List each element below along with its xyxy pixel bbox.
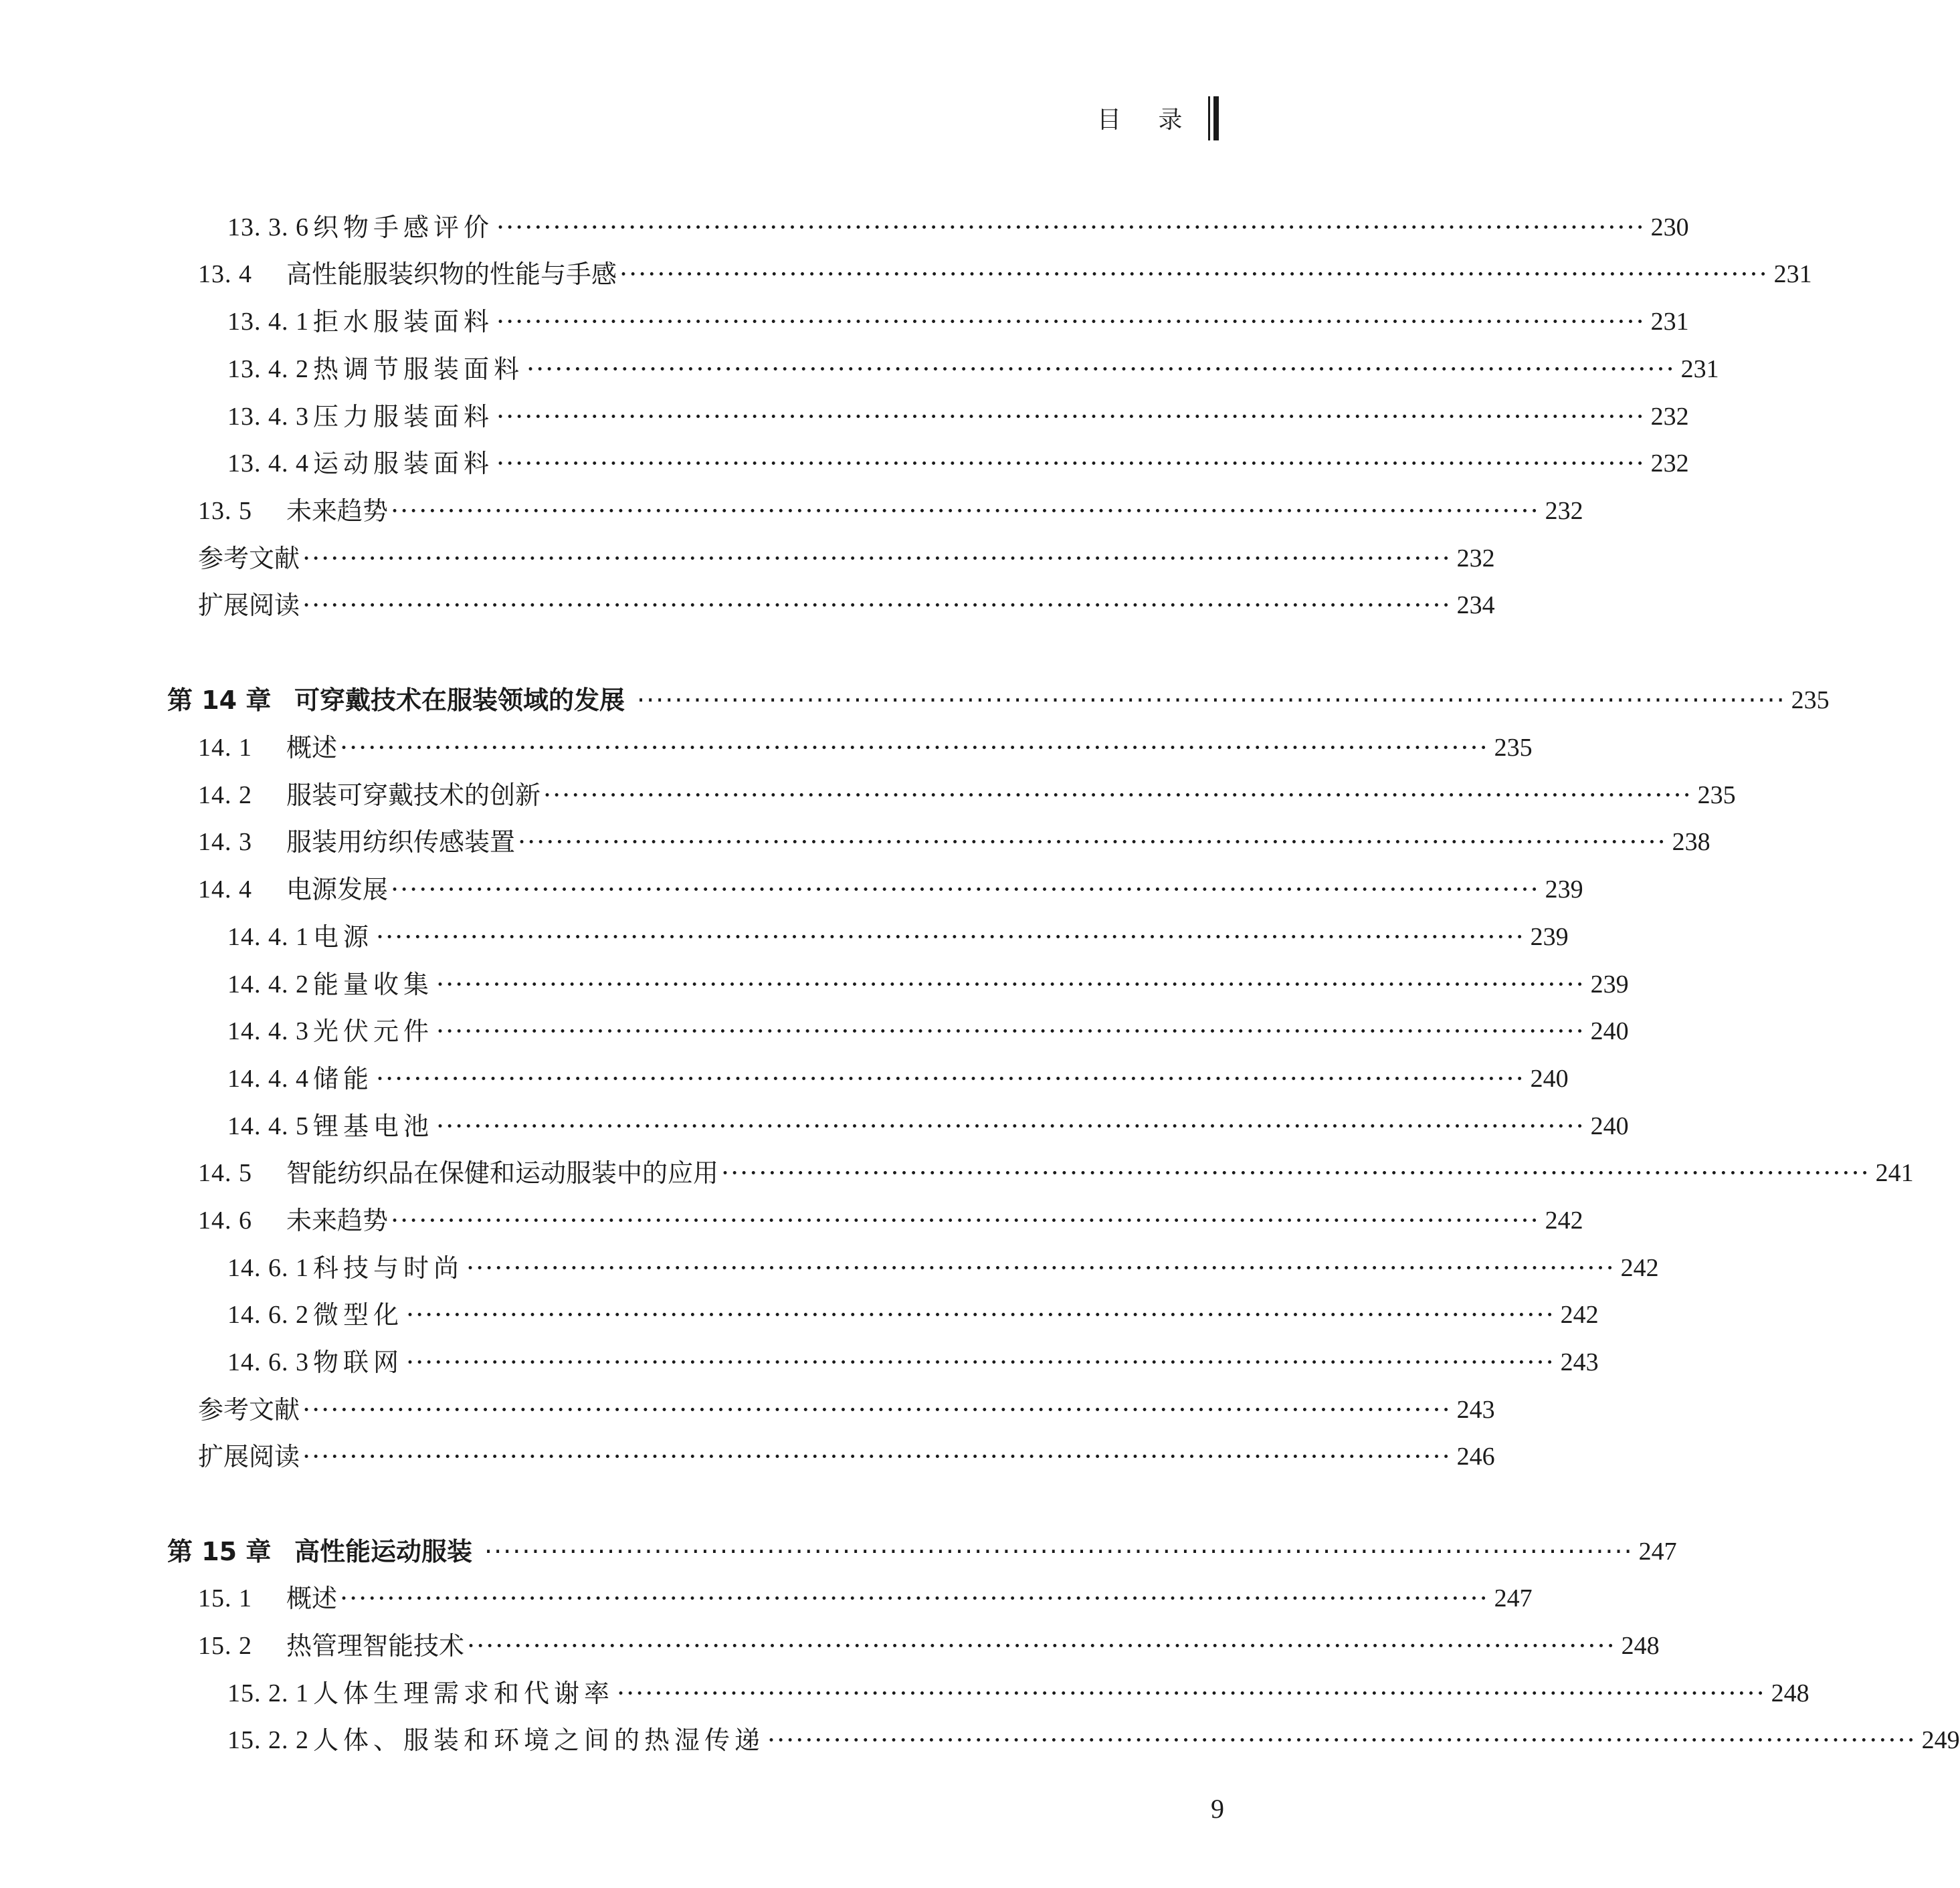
toc-entry-page: 231 [1650,308,1689,336]
toc-entry-number: 13. 3. 6 [227,213,309,241]
toc-dot-leader: ·························································································································· [767,1725,1917,1755]
toc-dot-leader: ·························································································································· [340,1584,1489,1613]
toc-entry-page: 248 [1771,1679,1809,1707]
toc-dot-leader: ·························································································································· [496,402,1646,431]
toc-entry-title: 光伏元件 [313,1017,434,1046]
toc-entry-title: 锂基电池 [313,1112,434,1141]
toc-entry-page: 247 [1494,1584,1533,1612]
toc-dot-leader: ·························································································································· [406,1300,1555,1330]
toc-entry-page: 247 [1638,1538,1677,1566]
toc-entry-page: 242 [1560,1301,1599,1329]
toc-dot-leader: ·························································································································· [391,875,1540,904]
toc-entry-title: 能量收集 [313,970,434,999]
toc-entry-page: 230 [1650,213,1689,241]
toc-entry-page: 240 [1590,1112,1629,1140]
toc-entry-references[interactable] [198,541,1495,576]
toc-dot-leader: ·························································································································· [637,686,1786,715]
toc-entry[interactable] [227,1109,1629,1144]
toc-entry-title: 运动服装面料 [313,449,494,478]
toc-entry-title: 织物手感评价 [313,213,494,242]
toc-entry[interactable] [227,446,1689,481]
toc-entry[interactable] [227,1723,1960,1758]
toc-entry-title: 压力服装面料 [313,402,494,431]
toc-dot-leader: ·························································································································· [496,213,1646,242]
toc-entry[interactable] [227,1676,1809,1711]
toc-dot-leader: ·························································································································· [619,259,1769,289]
toc-entry-number: 15. 1 [198,1584,252,1612]
toc-entry-number: 14. 6. 3 [227,1348,309,1376]
toc-entry-title: 参考文献 [198,1395,300,1425]
toc-entry-title: 人体、服装和环境之间的热湿传递 [313,1725,765,1755]
toc-entry-page: 248 [1621,1632,1660,1660]
toc-entry-number: 14. 2 [198,781,252,809]
toc-chapter-number: 第 15 章 [167,1537,272,1566]
toc-entry-title: 高性能服装织物的性能与手感 [286,259,617,289]
toc-entry-number: 13. 4. 4 [227,449,309,478]
toc-entry-title: 人体生理需求和代谢率 [313,1679,615,1708]
toc-entry-title: 参考文献 [198,544,300,573]
toc-entry-title: 服装可穿戴技术的创新 [286,780,541,810]
toc-entry-title: 扩展阅读 [198,591,300,620]
toc-entry-number: 14. 3 [198,828,252,856]
toc-dot-leader: ·························································································································· [302,591,1452,620]
toc-entry-further-reading[interactable] [198,588,1495,623]
toc-entry-title: 扩展阅读 [198,1442,300,1471]
toc-entry[interactable] [198,778,1736,813]
toc-dot-leader: ·························································································································· [302,1442,1452,1471]
toc-entry-number: 14. 5 [198,1159,252,1187]
toc-entry[interactable] [227,352,1719,387]
toc-entry-page: 239 [1590,970,1629,999]
toc-entry-number: 13. 4. 2 [227,355,309,383]
toc-entry-page: 246 [1456,1443,1495,1471]
toc-dot-leader: ·························································································································· [721,1158,1870,1188]
toc-dot-leader: ·························································································································· [466,1253,1615,1283]
toc-entry[interactable] [227,1061,1569,1096]
toc-entry-title: 未来趋势 [286,496,389,526]
toc-dot-leader: ·························································································································· [391,496,1540,526]
toc-chapter-title: 高性能运动服装 [294,1537,473,1566]
toc-entry[interactable] [198,1629,1660,1663]
toc-entry-title: 科技与时尚 [313,1253,464,1283]
toc-entry-title: 物联网 [313,1348,404,1377]
toc-entry-page: 235 [1494,734,1533,762]
toc-entry[interactable] [198,1156,1914,1190]
toc-entry[interactable] [198,257,1812,292]
toc-dot-leader: ·························································································································· [436,1017,1585,1046]
toc-entry-number: 14. 4. 1 [227,923,309,951]
toc-entry[interactable] [198,1203,1583,1238]
toc-entry-page: 238 [1672,828,1710,856]
toc-entry-page: 241 [1875,1159,1914,1187]
toc-dot-leader: ·························································································································· [496,449,1646,478]
toc-entry-page: 232 [1545,497,1583,525]
toc-entry-page: 240 [1530,1065,1569,1093]
toc-entry-number: 14. 1 [198,734,252,762]
toc-dot-leader: ·························································································································· [543,780,1692,810]
toc-entry-page: 239 [1530,923,1569,951]
toc-entry-number: 13. 4 [198,260,252,288]
toc-dot-leader: ·························································································································· [496,307,1646,336]
toc-entry[interactable] [198,1581,1533,1616]
toc-entry[interactable] [227,920,1569,954]
toc-entry-page: 232 [1456,544,1495,572]
toc-entry[interactable] [227,210,1689,245]
toc-dot-leader: ·························································································································· [526,354,1676,384]
toc-entry-page: 235 [1697,781,1736,809]
toc-dot-leader: ·························································································································· [376,1064,1525,1093]
toc-dot-leader: ·························································································································· [302,544,1452,573]
toc-chapter-entry[interactable] [167,683,1830,718]
toc-dot-leader: ·························································································································· [467,1631,1616,1661]
toc-entry[interactable] [227,1014,1629,1049]
toc-entry-page: 249 [1921,1726,1960,1754]
toc-entry[interactable] [227,1251,1659,1285]
toc-entry[interactable] [198,825,1710,859]
toc-entry-number: 15. 2. 1 [227,1679,309,1707]
toc-entry-title: 概述 [286,1584,338,1613]
toc-dot-leader: ·························································································································· [340,733,1489,762]
toc-entry-title: 拒水服装面料 [313,307,494,336]
toc-entry-title: 智能纺织品在保健和运动服装中的应用 [286,1158,719,1188]
toc-entry-number: 14. 4. 2 [227,970,309,999]
toc-dot-leader: ·························································································································· [436,1112,1585,1141]
toc-entry-references[interactable] [198,1392,1495,1427]
running-header-title: 目 录 [1097,106,1197,134]
toc-entry[interactable] [227,304,1689,339]
toc-entry-number: 13. 4. 1 [227,308,309,336]
toc-entry-page: 242 [1620,1254,1659,1282]
page-number: 9 [1211,1794,1224,1824]
toc-entry-further-reading[interactable] [198,1439,1495,1474]
toc-entry-title: 未来趋势 [286,1206,389,1235]
toc-entry-title: 电源发展 [286,875,389,904]
toc-dot-leader: ·························································································································· [518,827,1667,857]
toc-entry-number: 13. 4. 3 [227,403,309,431]
toc-entry-page: 232 [1650,403,1689,431]
toc-dot-leader: ·························································································································· [376,922,1525,952]
toc-entry-number: 14. 4. 4 [227,1065,309,1093]
toc-dot-leader: ·························································································································· [436,970,1585,999]
toc-chapter-entry[interactable] [167,1534,1677,1569]
toc-entry-title: 电源 [313,922,374,952]
toc-entry-number: 14. 6 [198,1207,252,1235]
toc-entry-title: 储能 [313,1064,374,1093]
toc-entry-page: 243 [1456,1396,1495,1424]
toc-entry-page: 239 [1545,875,1583,904]
toc-entry-title: 热管理智能技术 [286,1631,465,1661]
toc-dot-leader: ·························································································································· [302,1395,1452,1425]
toc-entry-number: 15. 2 [198,1632,252,1660]
toc-entry[interactable] [198,872,1583,907]
toc-entry-page: 240 [1590,1017,1629,1045]
toc-entry-title: 服装用纺织传感装置 [286,827,516,857]
toc-entry[interactable] [227,967,1629,1002]
toc-entry[interactable] [227,1345,1599,1380]
toc-entry-page: 231 [1680,355,1719,383]
toc-entry-page: 235 [1791,686,1830,714]
toc-entry[interactable] [198,494,1583,528]
toc-dot-leader: ·························································································································· [484,1537,1634,1566]
toc-entry-page: 232 [1650,449,1689,478]
toc-entry-number: 14. 4 [198,875,252,904]
toc-entry-title: 微型化 [313,1300,404,1330]
toc-entry[interactable] [227,1297,1599,1332]
toc-entry-number: 15. 2. 2 [227,1726,309,1754]
toc-entry-title: 概述 [286,733,338,762]
toc-entry[interactable] [227,399,1689,434]
toc-entry-page: 242 [1545,1207,1583,1235]
toc-dot-leader: ·························································································································· [391,1206,1540,1235]
toc-entry-page: 234 [1456,591,1495,619]
toc-entry-page: 231 [1773,260,1812,288]
toc-entry-number: 14. 6. 1 [227,1254,309,1282]
toc-entry-page: 243 [1560,1348,1599,1376]
toc-entry[interactable] [198,730,1533,765]
toc-chapter-title: 可穿戴技术在服装领域的发展 [294,686,625,715]
toc-entry-number: 14. 6. 2 [227,1301,309,1329]
toc-entry-number: 13. 5 [198,497,252,525]
toc-dot-leader: ·························································································································· [406,1348,1555,1377]
toc-dot-leader: ·························································································································· [617,1679,1766,1708]
toc-chapter-number: 第 14 章 [167,686,272,715]
toc-entry-number: 14. 4. 5 [227,1112,309,1140]
toc-entry-title: 热调节服装面料 [313,354,524,384]
toc-entry-number: 14. 4. 3 [227,1017,309,1045]
